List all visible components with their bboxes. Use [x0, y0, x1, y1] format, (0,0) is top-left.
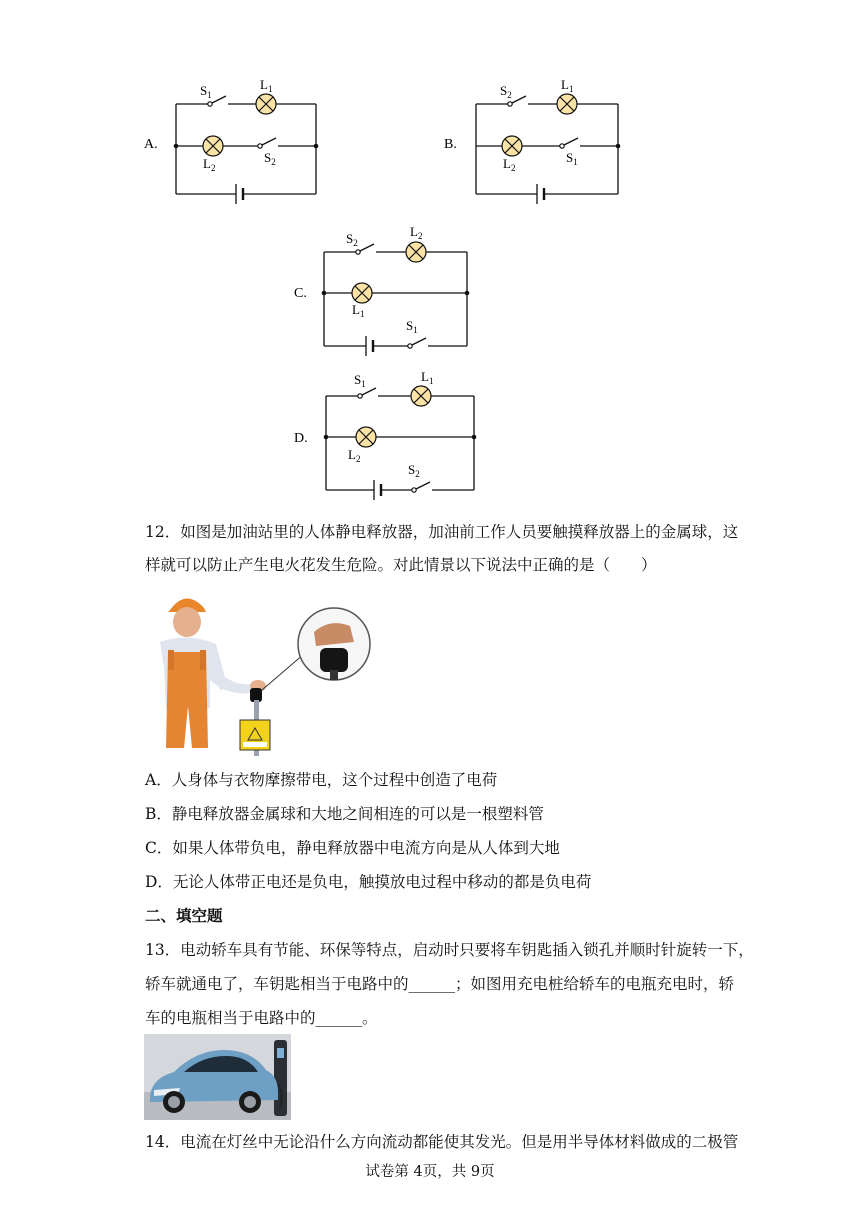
switch-label: $S_2$: [346, 231, 358, 248]
switch-label: $S_1$: [200, 83, 212, 100]
switch-label: $S_2$: [408, 462, 420, 479]
option-letter: A.: [144, 137, 158, 152]
q14-text-line1: 14．电流在灯丝中无论沿什么方向流动都能使其发光。但是用半导体材料做成的二极管: [145, 1133, 739, 1151]
q13-text-line3: 车的电瓶相当于电路中的______。: [145, 1009, 378, 1027]
lamp-label: $L_1$: [561, 77, 574, 94]
q13-text-line1: 13．电动轿车具有节能、环保等特点，启动时只要将车钥匙插入锁孔并顺时针旋转一下，: [145, 941, 754, 959]
lamp-label: $L_2$: [203, 156, 216, 173]
lamp-label: $L_2$: [348, 447, 361, 464]
circuit-diagram-b: [440, 72, 630, 212]
lamp-label: $L_1$: [352, 302, 365, 319]
lamp-label: $L_2$: [503, 156, 516, 173]
option-letter: B.: [444, 137, 457, 152]
circuit-diagram-d: [290, 364, 490, 504]
circuit-diagram-c: [290, 220, 490, 360]
electric-car-illustration: [144, 1034, 291, 1120]
static-discharger-illustration: [144, 588, 376, 758]
q12-option-b: B．静电释放器金属球和大地之间相连的可以是一根塑料管: [145, 805, 544, 823]
switch-label: $S_1$: [566, 150, 578, 167]
switch-label: $S_1$: [406, 318, 418, 335]
page-footer: 试卷第 4页，共 9页: [365, 1164, 495, 1180]
q12-option-c: C．如果人体带负电，静电释放器中电流方向是从人体到大地: [145, 839, 560, 857]
switch-label: $S_1$: [354, 372, 366, 389]
lamp-label: $L_2$: [410, 224, 423, 241]
switch-label: $S_2$: [264, 150, 276, 167]
option-letter: D.: [294, 431, 308, 446]
switch-label: $S_2$: [500, 83, 512, 100]
section-heading: 二、填空题: [145, 907, 223, 925]
circuit-diagram-a: [140, 72, 330, 212]
lamp-label: $L_1$: [421, 369, 434, 386]
q12-option-d: D．无论人体带正电还是负电，触摸放电过程中移动的都是负电荷: [145, 873, 592, 891]
q13-text-line2: 轿车就通电了，车钥匙相当于电路中的______；如图用充电桩给轿车的电瓶充电时，轿: [145, 975, 735, 993]
q12-text-line2: 样就可以防止产生电火花发生危险。对此情景以下说法中正确的是（ ）: [145, 556, 657, 574]
lamp-label: $L_1$: [260, 77, 273, 94]
option-letter: C.: [294, 286, 307, 301]
q12-option-a: A．人身体与衣物摩擦带电，这个过程中创造了电荷: [145, 771, 498, 789]
q12-text-line1: 12．如图是加油站里的人体静电释放器，加油前工作人员要触摸释放器上的金属球，这: [145, 523, 739, 541]
